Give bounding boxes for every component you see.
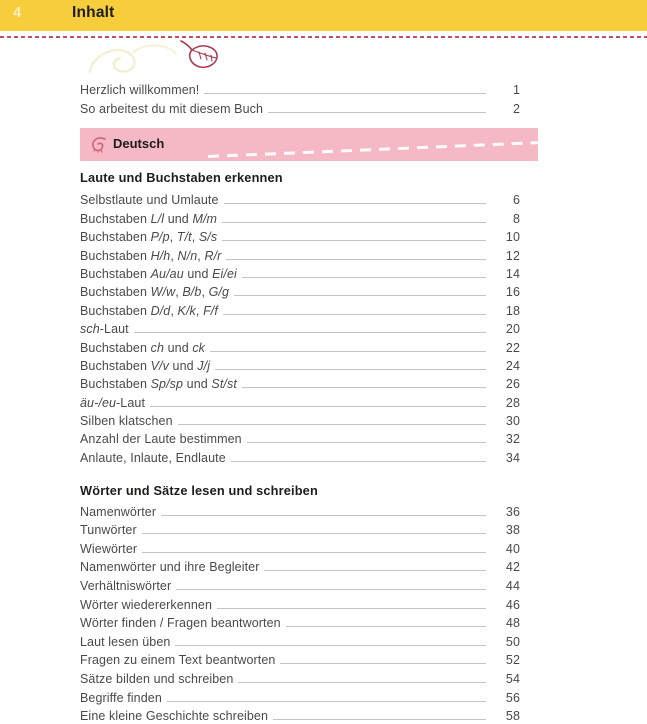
dotted-leader bbox=[134, 332, 486, 333]
toc-entry-list bbox=[80, 501, 520, 724]
toc-entry bbox=[80, 337, 520, 355]
toc-entry-page: 36 bbox=[505, 504, 520, 519]
toc-entry-title: sch-Laut bbox=[80, 322, 129, 337]
toc-entry-page: 10 bbox=[505, 230, 520, 245]
dotted-leader bbox=[210, 351, 486, 352]
dotted-leader bbox=[268, 112, 486, 113]
toc-entry bbox=[80, 538, 520, 557]
toc-entry bbox=[80, 356, 520, 374]
toc-entry-page: 40 bbox=[505, 541, 520, 556]
dotted-leader bbox=[142, 533, 486, 534]
subject-banner-deutsch bbox=[80, 128, 538, 161]
toc-entry-page: 58 bbox=[505, 709, 520, 724]
toc-entry-page: 24 bbox=[505, 358, 520, 373]
dotted-leader bbox=[231, 461, 486, 462]
toc-entry-list bbox=[80, 190, 520, 466]
dotted-leader bbox=[215, 369, 486, 370]
dotted-leader bbox=[242, 277, 486, 278]
toc-entry-title: So arbeitest du mit diesem Buch bbox=[80, 102, 264, 116]
toc-entry-title: Wörter wiedererkennen bbox=[80, 597, 213, 612]
dotted-leader bbox=[161, 515, 486, 516]
toc-entry-page: 52 bbox=[505, 653, 520, 668]
toc-entry-page: 28 bbox=[505, 395, 520, 410]
toc-entry-page: 1 bbox=[512, 83, 520, 97]
section-heading: Wörter und Sätze lesen und schreiben bbox=[80, 483, 318, 498]
dotted-leader bbox=[238, 682, 486, 683]
subject-banner-label: Deutsch bbox=[113, 136, 165, 151]
page-title: Inhalt bbox=[72, 4, 115, 21]
toc-entry-page: 2 bbox=[512, 102, 520, 116]
dotted-leader bbox=[150, 406, 486, 407]
toc-entry-title: Buchstaben P/p, T/t, S/s bbox=[80, 230, 218, 245]
toc-entry-title: Begriffe finden bbox=[80, 690, 162, 705]
dotted-leader bbox=[264, 570, 486, 571]
leaf-icon bbox=[178, 39, 220, 80]
toc-entry-title: Fragen zu einem Text beantworten bbox=[80, 653, 276, 668]
toc-entry-title: Buchstaben L/l und M/m bbox=[80, 211, 218, 226]
toc-entry-page: 46 bbox=[505, 597, 520, 612]
toc-entry-title: Verhältniswörter bbox=[80, 578, 172, 593]
dotted-leader bbox=[223, 314, 486, 315]
dotted-leader bbox=[217, 608, 486, 609]
toc-entry-title: Selbstlaute und Umlaute bbox=[80, 193, 219, 208]
toc-section bbox=[80, 483, 520, 724]
toc-entry bbox=[80, 319, 520, 337]
toc-entry-page: 48 bbox=[505, 616, 520, 631]
dotted-leader bbox=[175, 645, 486, 646]
toc-entry-title: Buchstaben D/d, K/k, F/f bbox=[80, 303, 218, 318]
toc-entry bbox=[80, 668, 520, 687]
toc-entry-page: 42 bbox=[505, 560, 520, 575]
toc-entry bbox=[80, 300, 520, 318]
toc-entry bbox=[80, 208, 520, 226]
toc-entry-title: Tunwörter bbox=[80, 523, 137, 538]
toc-entry-page: 34 bbox=[505, 450, 520, 465]
toc-entry-page: 22 bbox=[505, 340, 520, 355]
white-dashed-line bbox=[208, 137, 538, 158]
toc-entry bbox=[80, 227, 520, 245]
toc-entry-title: Herzlich willkommen! bbox=[80, 83, 200, 97]
toc-entry bbox=[80, 282, 520, 300]
curled-leaf-icon bbox=[89, 135, 109, 160]
page-number: 4 bbox=[13, 4, 22, 21]
toc-entry-page: 30 bbox=[505, 414, 520, 429]
toc-entry-page: 12 bbox=[505, 248, 520, 263]
toc-entry-page: 38 bbox=[505, 523, 520, 538]
toc-entry-title: Laut lesen üben bbox=[80, 634, 171, 649]
toc-entry-title: Buchstaben V/v und J/j bbox=[80, 358, 211, 373]
toc-entry-page: 32 bbox=[505, 432, 520, 447]
toc-entry-page: 26 bbox=[505, 377, 520, 392]
toc-entry-page: 18 bbox=[505, 303, 520, 318]
toc-entry-title: Buchstaben H/h, N/n, R/r bbox=[80, 248, 222, 263]
dotted-leader bbox=[142, 552, 486, 553]
toc-entry bbox=[80, 79, 520, 98]
toc-entry bbox=[80, 575, 520, 594]
toc-entry-title: Sätze bilden und schreiben bbox=[80, 671, 234, 686]
toc-entry-page: 54 bbox=[505, 671, 520, 686]
toc-entry bbox=[80, 557, 520, 576]
toc-entry bbox=[80, 447, 520, 465]
toc-entry bbox=[80, 264, 520, 282]
toc-entry bbox=[80, 650, 520, 669]
toc-entry bbox=[80, 392, 520, 410]
toc-entry-title: Eine kleine Geschichte schreiben bbox=[80, 709, 269, 724]
toc-entry bbox=[80, 613, 520, 632]
toc-entry-page: 14 bbox=[505, 266, 520, 281]
toc-entry bbox=[80, 98, 520, 117]
toc-entry bbox=[80, 594, 520, 613]
dotted-leader bbox=[222, 240, 486, 241]
dotted-leader bbox=[286, 626, 486, 627]
toc-entry-page: 6 bbox=[512, 193, 520, 208]
toc-entry bbox=[80, 374, 520, 392]
toc-entry bbox=[80, 631, 520, 650]
toc-entry-page: 50 bbox=[505, 634, 520, 649]
toc-entry-page: 16 bbox=[505, 285, 520, 300]
dotted-leader bbox=[247, 442, 486, 443]
toc-entry bbox=[80, 501, 520, 520]
toc-section bbox=[80, 170, 520, 466]
toc-entry-page: 56 bbox=[505, 690, 520, 705]
dotted-leader bbox=[280, 663, 486, 664]
toc-entry-page: 44 bbox=[505, 578, 520, 593]
dotted-leader bbox=[204, 93, 486, 94]
toc-entry-title: Wiewörter bbox=[80, 541, 138, 556]
toc-entry-title: äu-/eu-Laut bbox=[80, 395, 146, 410]
toc-entry-title: Silben klatschen bbox=[80, 414, 173, 429]
toc-entry-page: 20 bbox=[505, 322, 520, 337]
toc-entry bbox=[80, 429, 520, 447]
toc-entry bbox=[80, 190, 520, 208]
toc-entry-title: Buchstaben Sp/sp und St/st bbox=[80, 377, 237, 392]
toc-entry-page: 8 bbox=[512, 211, 520, 226]
toc-entry bbox=[80, 520, 520, 539]
dotted-leader bbox=[176, 589, 486, 590]
toc-entry-title: Namenwörter und ihre Begleiter bbox=[80, 560, 260, 575]
dotted-leader bbox=[242, 387, 486, 388]
toc-entry-title: Namenwörter bbox=[80, 504, 157, 519]
section-heading: Laute und Buchstaben erkennen bbox=[80, 170, 283, 185]
header-bar bbox=[0, 0, 647, 31]
intro-entry-list bbox=[80, 79, 520, 117]
toc-entry-title: Wörter finden / Fragen beantworten bbox=[80, 616, 281, 631]
toc-entry-title: Buchstaben ch und ck bbox=[80, 340, 206, 355]
toc-entry bbox=[80, 411, 520, 429]
dotted-leader bbox=[167, 701, 486, 702]
toc-entry-title: Buchstaben Au/au und Ei/ei bbox=[80, 266, 237, 281]
toc-entry bbox=[80, 245, 520, 263]
dotted-leader bbox=[224, 203, 487, 204]
toc-entry bbox=[80, 687, 520, 706]
toc-entry-title: Buchstaben W/w, B/b, G/g bbox=[80, 285, 230, 300]
dotted-leader bbox=[234, 295, 486, 296]
dotted-leader bbox=[222, 222, 486, 223]
toc-entry bbox=[80, 706, 520, 724]
toc-entry-title: Anlaute, Inlaute, Endlaute bbox=[80, 450, 226, 465]
dotted-leader bbox=[178, 424, 486, 425]
dotted-leader bbox=[226, 259, 486, 260]
toc-entry-title: Anzahl der Laute bestimmen bbox=[80, 432, 242, 447]
